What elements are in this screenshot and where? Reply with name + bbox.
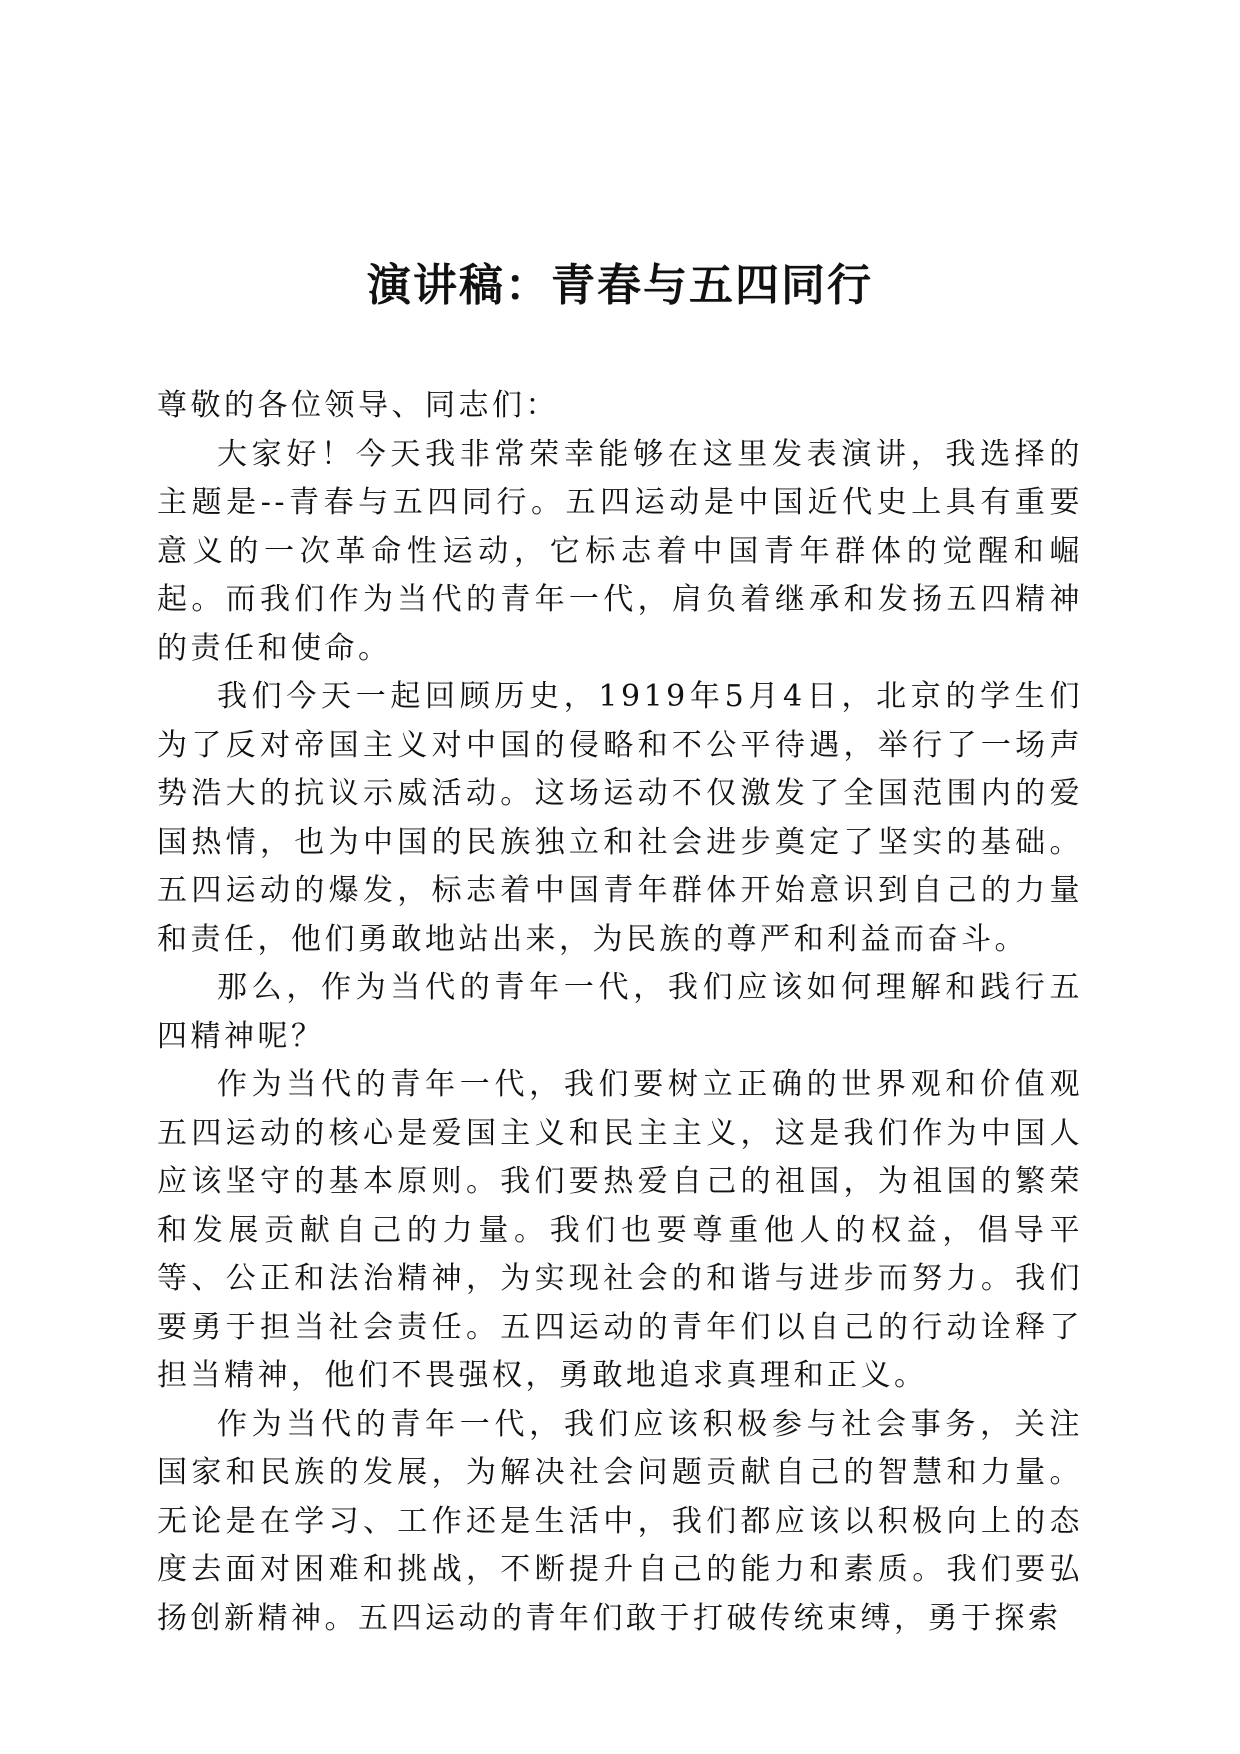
paragraph: 那么，作为当代的青年一代，我们应该如何理解和践行五四精神呢？ bbox=[157, 970, 1083, 1054]
paragraph: 作为当代的青年一代，我们应该积极参与社会事务，关注国家和民族的发展，为解决社会问题贡献自己的智慧和力量。无论是在学习、工作还是生活中，我们都应该以积极向上的态度去面对困难和挑战，不断提升自己的能力和素质。我们要弘扬创新精神。五四运动的青年们敢于打破传统束缚，勇于探索 bbox=[157, 1406, 1083, 1636]
paragraph: 作为当代的青年一代，我们要树立正确的世界观和价值观五四运动的核心是爱国主义和民主主义，这是我们作为中国人应该坚守的基本原则。我们要热爱自己的祖国，为祖国的繁荣和发展贡献自己的力量。我们也要尊重他人的权益，倡导平等、公正和法治精神，为实现社会的和谐与进步而努力。我们要勇于担当社会责任。五四运动的青年们以自己的行动诠释了担当精神，他们不畏强权，勇敢地追求真理和正义。 bbox=[157, 1067, 1083, 1393]
paragraph: 大家好！今天我非常荣幸能够在这里发表演讲，我选择的主题是--青春与五四同行。五四运动是中国近代史上具有重要意义的一次革命性运动，它标志着中国青年群体的觉醒和崛起。而我们作为当代的青年一代，肩负着继承和发扬五四精神的责任和使命。 bbox=[157, 436, 1083, 666]
salutation: 尊敬的各位领导、同志们： bbox=[157, 388, 559, 423]
document-title: 演讲稿：青春与五四同行 bbox=[367, 260, 873, 311]
paragraph: 我们今天一起回顾历史，1919年5月4日，北京的学生们为了反对帝国主义对中国的侵略和不公平待遇，举行了一场声势浩大的抗议示威活动。这场运动不仅激发了全国范围内的爱国热情，也为中国的民族独立和社会进步奠定了坚实的基础。五四运动的爆发，标志着中国青年群体开始意识到自己的力量和责任，他们勇敢地站出来，为民族的尊严和利益而奋斗。 bbox=[157, 679, 1083, 957]
document-body bbox=[157, 382, 1083, 1643]
